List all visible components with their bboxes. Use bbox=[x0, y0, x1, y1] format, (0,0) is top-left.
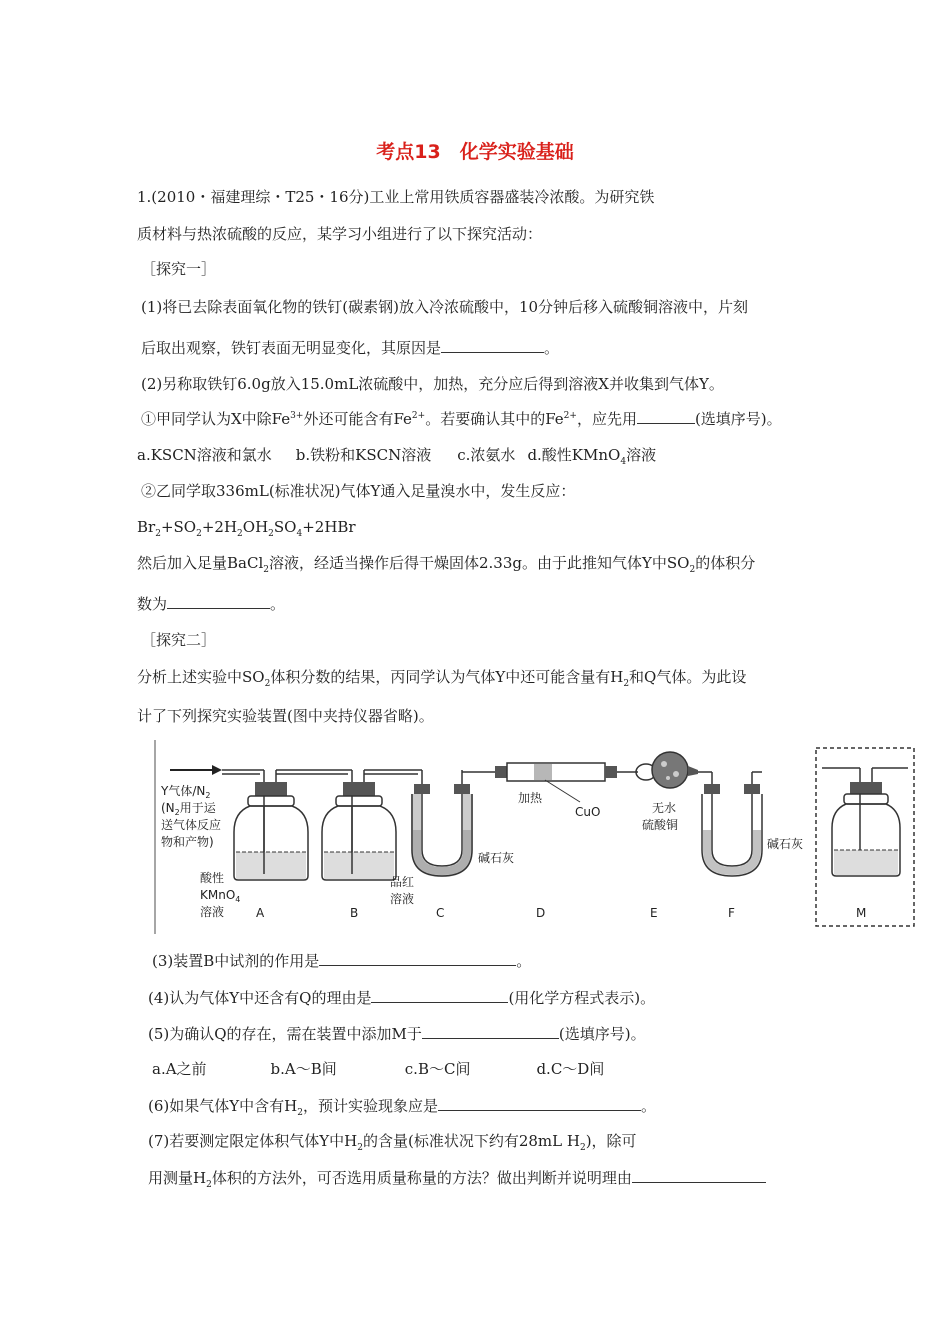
text-segment: 。若要确认其中的Fe bbox=[425, 410, 564, 428]
q1-part3: (3)装置B中试剂的作用是 。 bbox=[152, 952, 532, 970]
text-segment: ，应先用 bbox=[576, 410, 637, 428]
superscript: 3+ bbox=[290, 411, 304, 421]
q1-part4: (4)认为气体Y中还含有Q的理由是 (用化学方程式表示)。 bbox=[148, 989, 656, 1007]
option-c: c.B～C间 bbox=[404, 1060, 471, 1078]
u-tube-c-reagent: 碱石灰 bbox=[478, 851, 515, 865]
text-segment: ①甲同学认为X中除Fe bbox=[141, 410, 291, 428]
label-c: C bbox=[436, 906, 445, 920]
label-m: M bbox=[856, 906, 867, 920]
drying-reagent-2: 硫酸铜 bbox=[642, 818, 679, 832]
answer-blank-5[interactable] bbox=[371, 988, 508, 1003]
gas-label-line3: 送气体反应 bbox=[161, 818, 222, 832]
drying-tube-e bbox=[628, 752, 698, 788]
section-heading-2: ［探究二］ bbox=[141, 631, 217, 649]
bottle-b-reagent-2: 溶液 bbox=[390, 892, 415, 906]
bottle-b-reagent-1: 品红 bbox=[390, 875, 415, 889]
apparatus-diagram bbox=[150, 740, 920, 936]
u-tube-f bbox=[702, 772, 762, 876]
q1-part1-end: 。 bbox=[544, 339, 560, 357]
text-segment: 外还可能含有Fe bbox=[303, 410, 412, 428]
options-row-2 bbox=[152, 1059, 604, 1079]
answer-blank-1[interactable] bbox=[441, 338, 544, 353]
option-a: a.KSCN溶液和氯水 bbox=[137, 446, 272, 464]
option-d: d.酸性KMnO$_4$溶液 bbox=[527, 446, 657, 467]
label-b: B bbox=[350, 906, 359, 920]
q1-intro-line1: 1.(2010・福建理综・T25・16分)工业上常用铁质容器盛装冷浓酸。为研究铁 bbox=[137, 188, 655, 206]
gas-label-line1: Y气体$/N_2$ bbox=[161, 784, 211, 800]
option-d: d.C～D间 bbox=[536, 1060, 605, 1078]
answer-blank-7[interactable] bbox=[438, 1096, 641, 1111]
options-row-1 bbox=[137, 445, 656, 465]
text-segment: (选填序号)。 bbox=[694, 410, 782, 428]
superscript: 2+ bbox=[411, 411, 426, 421]
reaction-equation: $Br_2+SO_2+2H_2OH_2SO_4+2HBr$ bbox=[137, 518, 356, 539]
option-a: a.A之前 bbox=[152, 1060, 207, 1078]
answer-blank-3[interactable] bbox=[167, 594, 270, 609]
option-b: b.A～B间 bbox=[270, 1060, 337, 1078]
bottle-m bbox=[822, 768, 908, 876]
q1-part2-sub2: ②乙同学取336mL(标准状况)气体Y通入足量溴水中，发生反应： bbox=[141, 482, 576, 500]
u-tube-f-reagent: 碱石灰 bbox=[767, 837, 804, 851]
bottle-b bbox=[322, 782, 396, 880]
option-b: b.铁粉和KSCN溶液 bbox=[295, 446, 432, 464]
explore2-line2: 计了下列探究实验装置(图中夹持仪器省略)。 bbox=[137, 707, 434, 725]
answer-blank-2[interactable] bbox=[637, 409, 695, 424]
q1-part2-line: (2)另称取铁钉6.0g放入15.0mL浓硫酸中，加热，充分应后得到溶液X并收集到气体Y。 bbox=[141, 375, 724, 393]
label-d: D bbox=[536, 906, 546, 920]
q1-part6: (6)如果气体Y中含有$H_2$，预计实验现象应是 。 bbox=[148, 1097, 656, 1118]
page-title: 考点13 化学实验基础 bbox=[376, 141, 574, 163]
gas-label-line4: 物和产物) bbox=[161, 835, 214, 849]
combustion-tube-d bbox=[495, 763, 617, 781]
q1-part1-line2 bbox=[141, 338, 559, 358]
label-f: F bbox=[728, 906, 735, 920]
bottle-a-reagent-1: 酸性 bbox=[200, 871, 225, 885]
q1-part7-line1: (7)若要测定限定体积气体Y中$H_2$的含量(标准状况下约有28mL $H_2$)，除可 bbox=[148, 1132, 637, 1153]
q1-part2-sub3: 然后加入足量BaCl$_2$溶液，经适当操作后得干燥固体2.33g。由于此推知气体Y中$SO_2$的体积分 bbox=[137, 554, 756, 575]
bottle-a-reagent-2: KMnO$_4$ bbox=[200, 888, 241, 904]
q1-part7-line2: 用测量$H_2$体积的方法外，可否选用质量称量的方法？做出判断并说明理由 bbox=[148, 1168, 766, 1188]
explore2-line1: 分析上述实验中$SO_2$体积分数的结果，丙同学认为气体Y中还可能含量有$H_2$和Q气体。为此设 bbox=[137, 668, 747, 689]
gas-label-line2: ($N_2$用于运 bbox=[161, 801, 216, 817]
heating-label: 加热 bbox=[518, 791, 543, 805]
cuo-label: CuO bbox=[575, 805, 601, 819]
label-a: A bbox=[256, 906, 265, 920]
q1-intro-line2: 质材料与热浓硫酸的反应，某学习小组进行了以下探究活动： bbox=[137, 225, 543, 243]
bottle-a-reagent-3: 溶液 bbox=[200, 905, 225, 919]
drying-reagent-1: 无水 bbox=[652, 801, 677, 815]
bottle-a bbox=[234, 782, 308, 880]
superscript: 2+ bbox=[563, 411, 577, 421]
u-tube-c bbox=[412, 784, 472, 876]
q1-part2-sub1 bbox=[141, 409, 782, 429]
q1-part1-line1: (1)将已去除表面氧化物的铁钉(碳素钢)放入冷浓硫酸中，10分钟后移入硫酸铜溶液中，片刻 bbox=[141, 298, 749, 316]
answer-blank-8[interactable] bbox=[632, 1168, 766, 1183]
q1-part5: (5)为确认Q的存在，需在装置中添加M于 (选填序号)。 bbox=[148, 1025, 646, 1043]
answer-blank-6[interactable] bbox=[422, 1024, 559, 1039]
q1-part1-text: 后取出观察，铁钉表面无明显变化，其原因是 bbox=[141, 339, 442, 357]
answer-blank-4[interactable] bbox=[319, 951, 516, 966]
q1-part2-sub3-cont: 数为 。 bbox=[137, 595, 286, 613]
label-e: E bbox=[650, 906, 658, 920]
option-c: c.浓氨水 bbox=[457, 446, 516, 464]
section-heading-1: ［探究一］ bbox=[141, 260, 217, 278]
